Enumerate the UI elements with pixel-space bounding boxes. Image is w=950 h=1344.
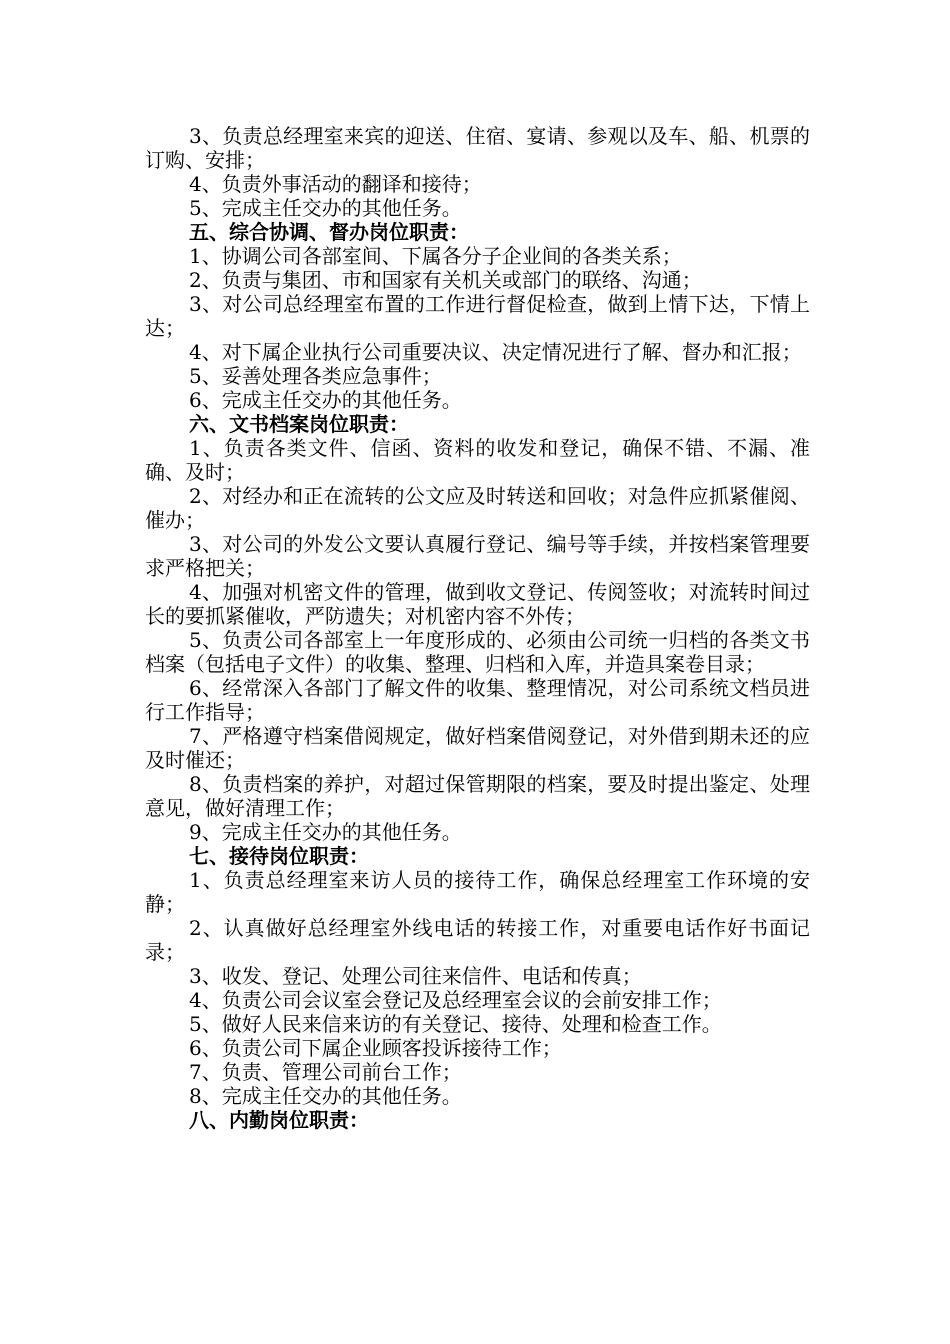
list-item: 7、负责、管理公司前台工作；: [189, 1060, 462, 1084]
list-item: 2、对经办和正在流转的公文应及时转送和回收；对急件应抓紧催阅、催办；: [145, 484, 810, 532]
section-heading: 八、内勤岗位职责：: [189, 1108, 369, 1132]
list-item: 8、负责档案的养护，对超过保管期限的档案，要及时提出鉴定、处理意见，做好清理工作；: [145, 772, 810, 820]
list-item: 6、完成主任交办的其他任务。: [189, 388, 462, 412]
list-item: 4、对下属企业执行公司重要决议、决定情况进行了解、督办和汇报；: [189, 340, 802, 364]
list-item: 2、认真做好总经理室外线电话的转接工作，对重要电话作好书面记录；: [145, 916, 810, 964]
list-item: 5、妥善处理各类应急事件；: [189, 364, 442, 388]
list-item: 5、完成主任交办的其他任务。: [189, 196, 462, 220]
list-item: 3、对公司的外发公文要认真履行登记、编号等手续，并按档案管理要求严格把关；: [145, 532, 810, 580]
list-item: 1、负责各类文件、信函、资料的收发和登记，确保不错、不漏、准确、及时；: [145, 436, 810, 484]
list-item: 2、负责与集团、市和国家有关机关或部门的联络、沟通；: [189, 268, 702, 292]
list-item: 1、负责总经理室来访人员的接待工作，确保总经理室工作环境的安静；: [145, 868, 810, 916]
list-item: 7、严格遵守档案借阅规定，做好档案借阅登记，对外借到期未还的应及时催还；: [145, 724, 810, 772]
list-item: 3、负责总经理室来宾的迎送、住宿、宴请、参观以及车、船、机票的订购、安排；: [145, 124, 810, 172]
section-heading: 六、文书档案岗位职责：: [189, 412, 409, 436]
list-item: 3、对公司总经理室布置的工作进行督促检查，做到上情下达，下情上达；: [145, 292, 810, 340]
document-body: [145, 124, 810, 1132]
section-heading: 七、接待岗位职责：: [189, 844, 369, 868]
list-item: 4、负责外事活动的翻译和接待；: [189, 172, 482, 196]
list-item: 8、完成主任交办的其他任务。: [189, 1084, 462, 1108]
list-item: 4、负责公司会议室会登记及总经理室会议的会前安排工作；: [189, 988, 722, 1012]
list-item: 5、负责公司各部室上一年度形成的、必须由公司统一归档的各类文书档案（包括电子文件）的收集、整理、归档和入库，并造具案卷目录；: [145, 628, 810, 676]
list-item: 6、负责公司下属企业顾客投诉接待工作；: [189, 1036, 562, 1060]
list-item: 3、收发、登记、处理公司往来信件、电话和传真；: [189, 964, 642, 988]
list-item: 6、经常深入各部门了解文件的收集、整理情况，对公司系统文档员进行工作指导；: [145, 676, 810, 724]
list-item: 1、协调公司各部室间、下属各分子企业间的各类关系；: [189, 244, 682, 268]
list-item: 9、完成主任交办的其他任务。: [189, 820, 462, 844]
section-heading: 五、综合协调、督办岗位职责：: [189, 220, 469, 244]
list-item: 4、加强对机密文件的管理，做到收文登记、传阅签收；对流转时间过长的要抓紧催收，严防遗失；对机密内容不外传；: [145, 580, 810, 628]
list-item: 5、做好人民来信来访的有关登记、接待、处理和检查工作。: [189, 1012, 722, 1036]
